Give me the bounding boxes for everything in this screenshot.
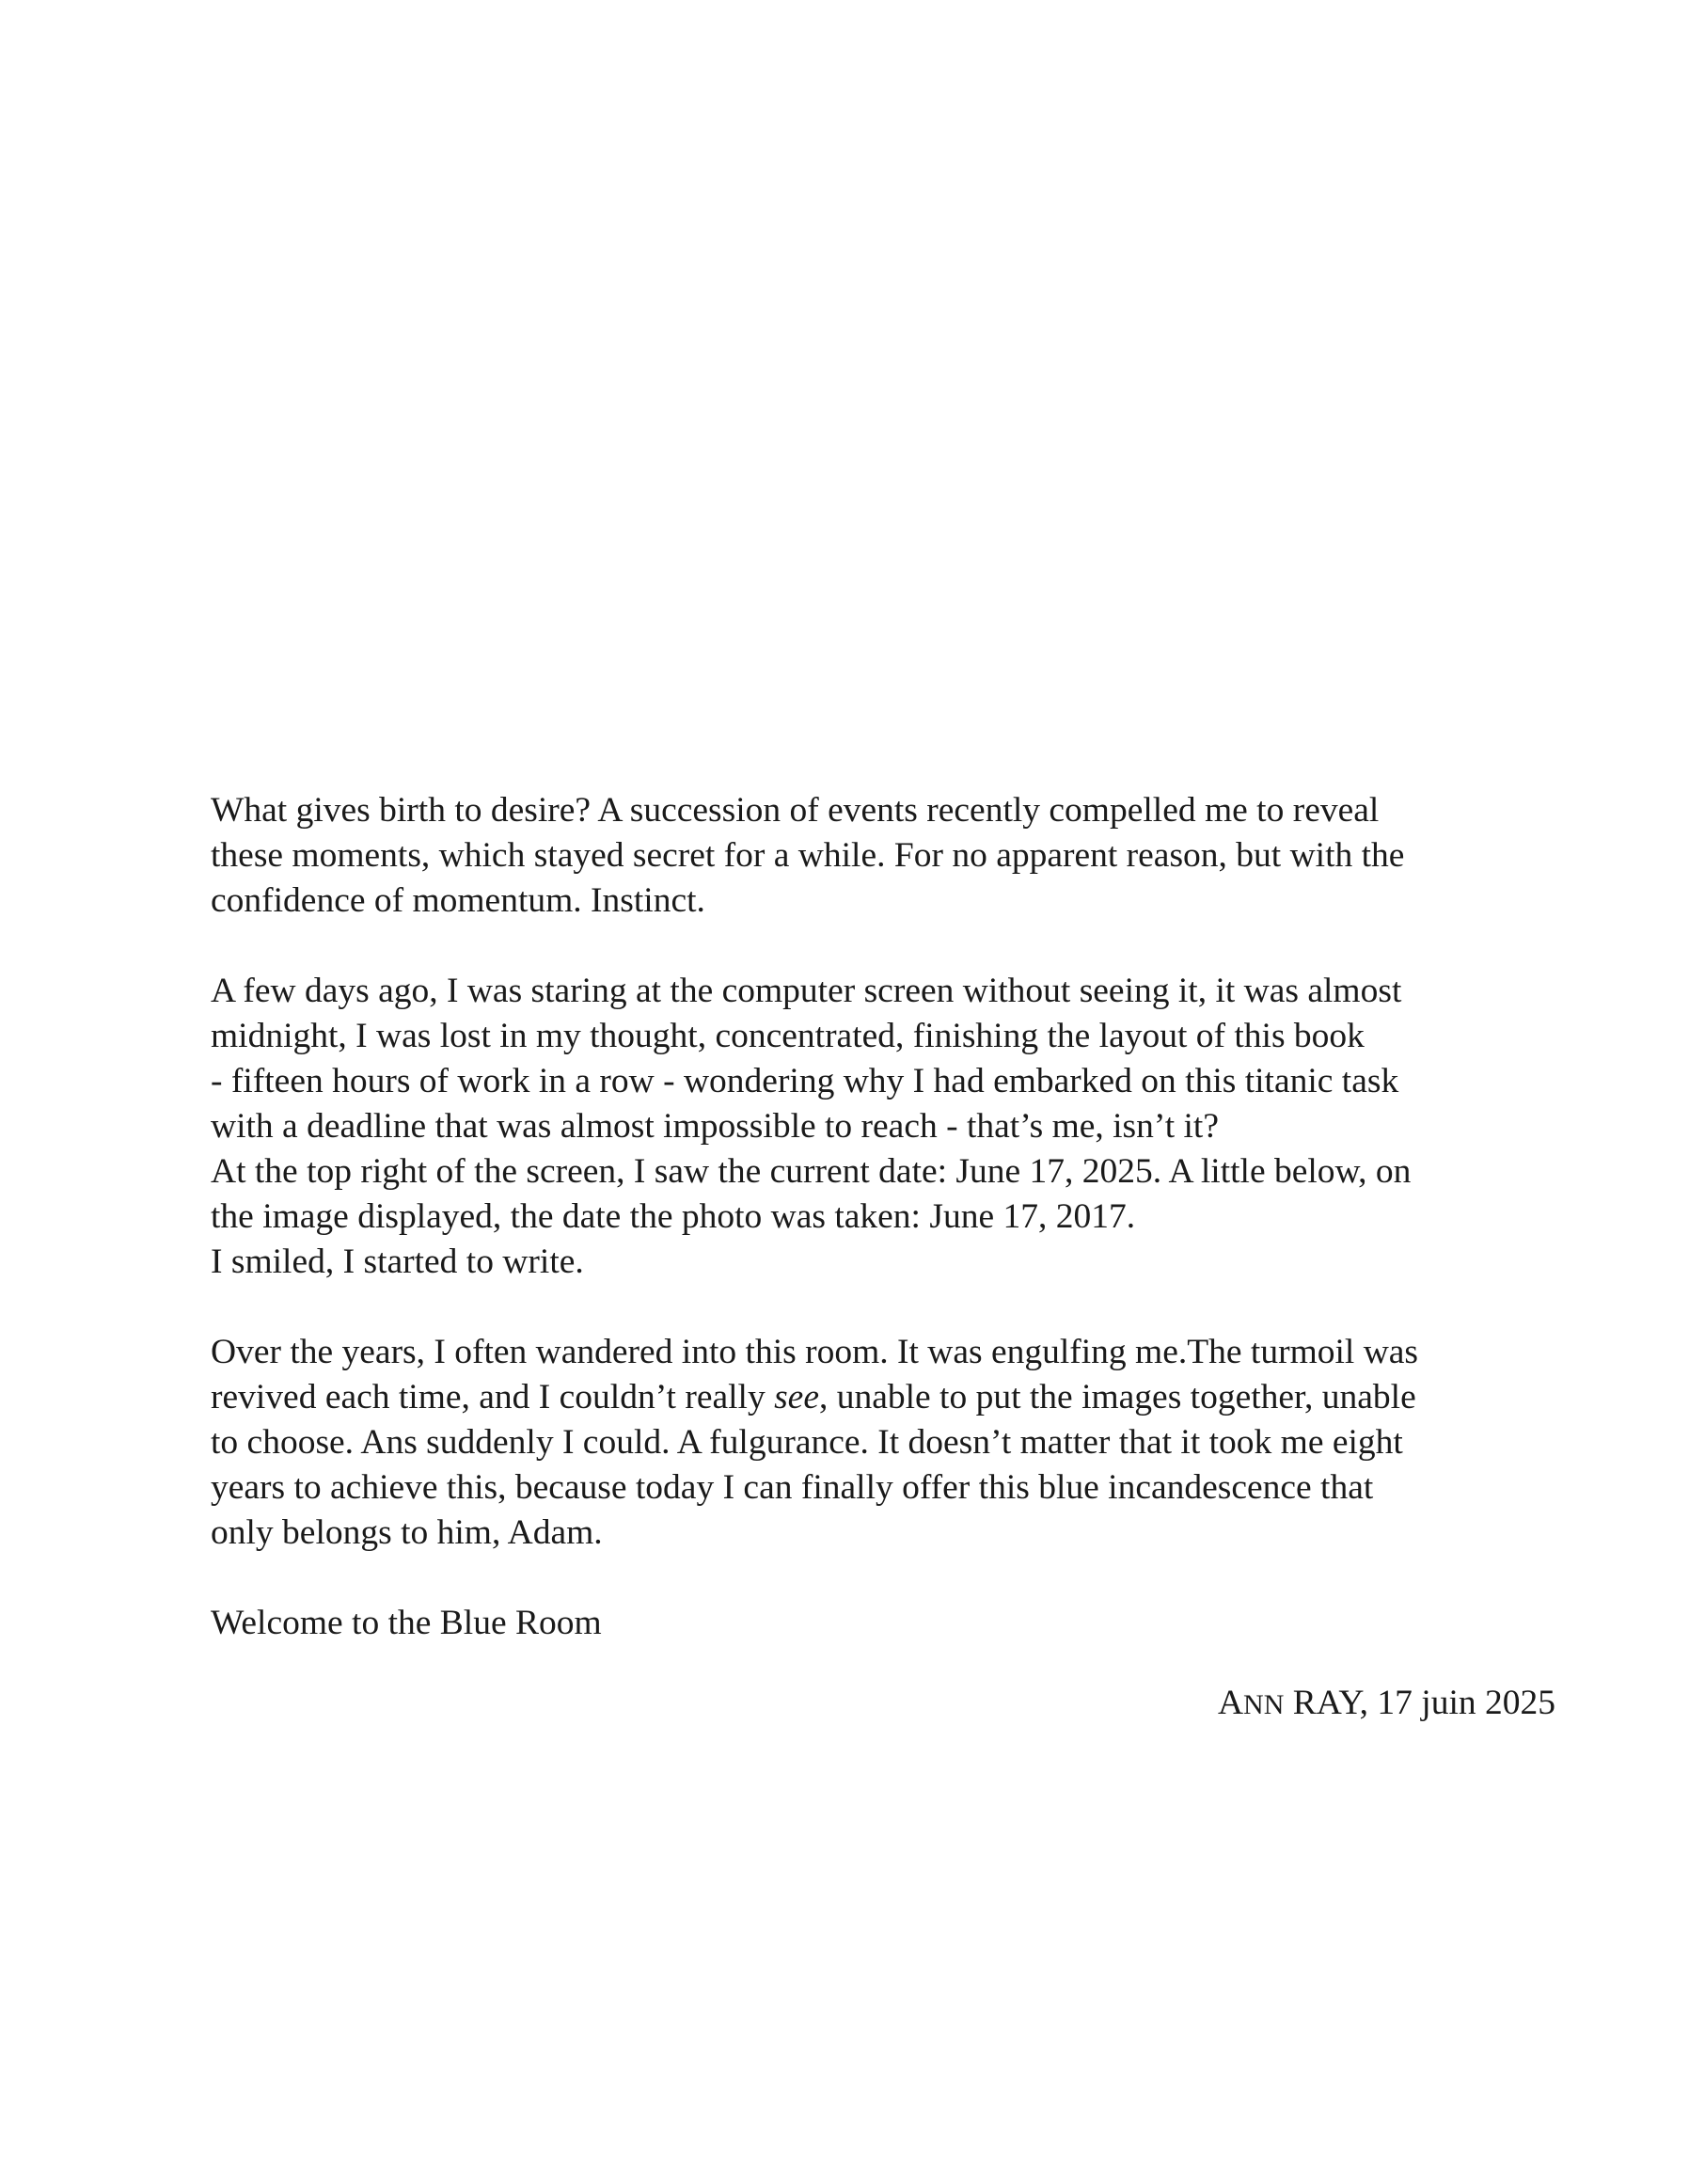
- paragraph-2-line: I smiled, I started to write.: [211, 1242, 584, 1281]
- letter-body: [211, 788, 1555, 1722]
- signature-date: 17 juin 2025: [1377, 1684, 1555, 1722]
- signature-last-name: RAY,: [1284, 1684, 1378, 1722]
- paragraph-3: [211, 1330, 1555, 1556]
- signature-initial: A: [1217, 1684, 1244, 1722]
- paragraph-2-line: - fifteen hours of work in a row - wondering why I had embarked on this titanic task: [211, 1062, 1399, 1100]
- paragraph-1: [211, 788, 1555, 924]
- paragraph-1-line: confidence of momentum. Instinct.: [211, 881, 705, 920]
- paragraph-3-text: , unable to put the images together, unable: [818, 1378, 1416, 1416]
- welcome-line: Welcome to the Blue Room: [211, 1604, 602, 1642]
- paragraph-2-line: the image displayed, the date the photo was taken: June 17, 2017.: [211, 1197, 1136, 1236]
- paragraph-3-line: years to achieve this, because today I can finally offer this blue incandescence that: [211, 1468, 1374, 1507]
- paragraph-2: [211, 969, 1555, 1285]
- emphasis-see: see: [774, 1378, 819, 1416]
- paragraph-2-line: with a deadline that was almost impossible to reach - that’s me, isn’t it?: [211, 1107, 1219, 1146]
- paragraph-3-line: to choose. Ans suddenly I could. A fulgurance. It doesn’t matter that it took me eight: [211, 1423, 1403, 1462]
- paragraph-1-line: What gives birth to desire? A succession of events recently compelled me to reveal: [211, 791, 1380, 830]
- paragraph-3-line: only belongs to him, Adam.: [211, 1513, 603, 1552]
- paragraph-2-line: At the top right of the screen, I saw the current date: June 17, 2025. A little below, on: [211, 1152, 1412, 1191]
- paragraph-3-line-with-emphasis: [211, 1375, 1555, 1420]
- signature: [1218, 1681, 1555, 1728]
- paragraph-2-line: A few days ago, I was staring at the computer screen without seeing it, it was almost: [211, 972, 1402, 1010]
- paragraph-1-line: these moments, which stayed secret for a while. For no apparent reason, but with the: [211, 836, 1405, 875]
- paragraph-3-line: Over the years, I often wandered into this room. It was engulfing me.The turmoil was: [211, 1333, 1419, 1371]
- signature-small-caps: NN: [1243, 1689, 1285, 1720]
- paragraph-3-text: revived each time, and I couldn’t really: [211, 1378, 775, 1416]
- paragraph-2-line: midnight, I was lost in my thought, concentrated, finishing the layout of this book: [211, 1017, 1365, 1055]
